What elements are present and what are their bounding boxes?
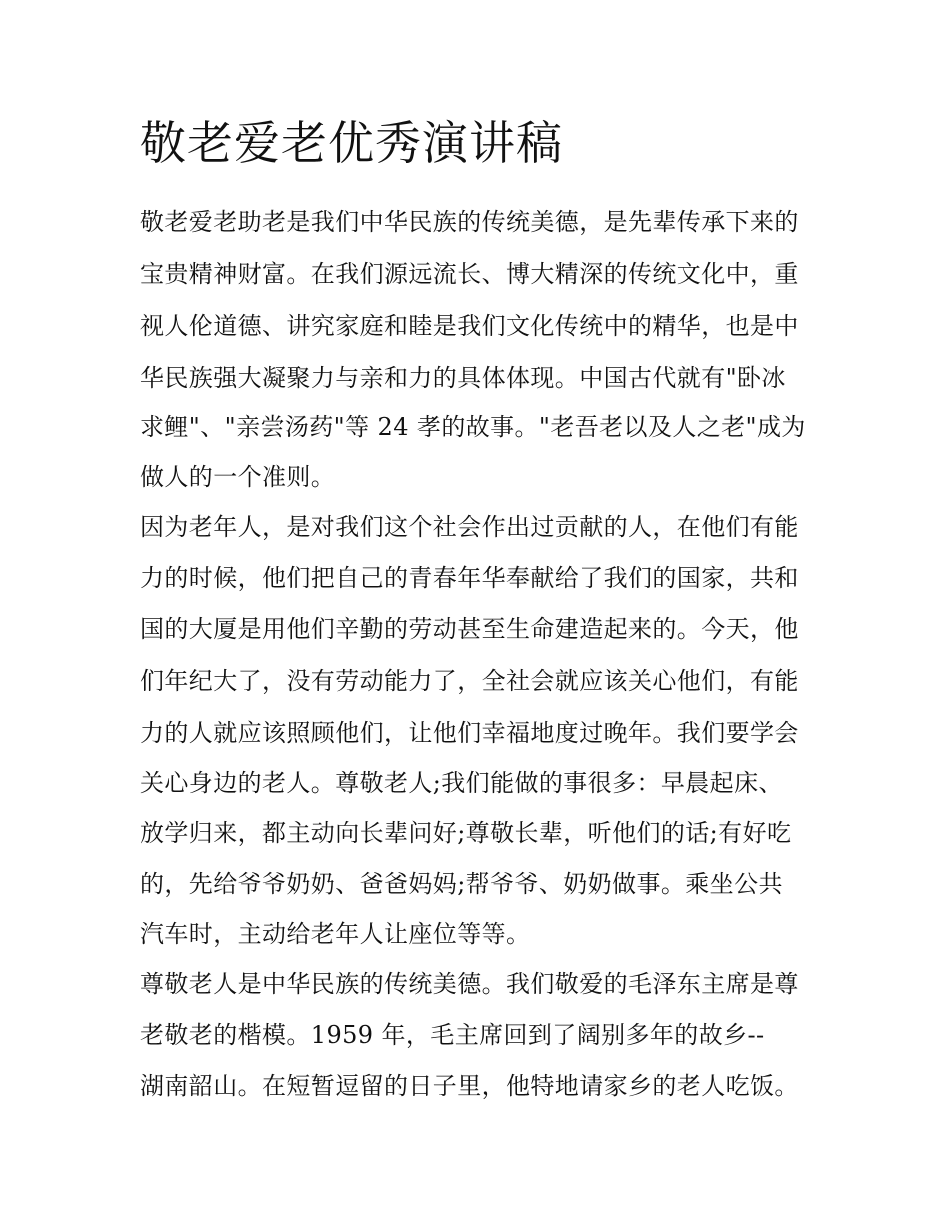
text-line: 放学归来，都主动向长辈问好;尊敬长辈，听他们的话;有好吃 xyxy=(140,819,792,847)
text-line: 华民族强大凝聚力与亲和力的具体体现。中国古代就有"卧冰 xyxy=(140,364,786,392)
text-line: 求鲤"、"亲尝汤药"等 24 孝的故事。"老吾老以及人之老"成为 xyxy=(140,413,806,441)
text-line: 做人的一个准则。 xyxy=(140,463,336,491)
text-line: 们年纪大了，没有劳动能力了，全社会就应该关心他们，有能 xyxy=(140,667,799,695)
text-line: 因为老年人，是对我们这个社会作出过贡献的人，在他们有能 xyxy=(140,513,799,541)
text-line: 湖南韶山。在短暂逗留的日子里，他特地请家乡的老人吃饭。 xyxy=(140,1072,799,1100)
text-line: 尊敬老人是中华民族的传统美德。我们敬爱的毛泽东主席是尊 xyxy=(140,970,799,998)
text-line: 敬老爱老助老是我们中华民族的传统美德，是先辈传承下来的 xyxy=(140,208,799,236)
text-line: 关心身边的老人。尊敬老人;我们能做的事很多：早晨起床、 xyxy=(140,769,783,797)
text-line: 汽车时，主动给老年人让座位等等。 xyxy=(140,920,531,948)
text-line: 的，先给爷爷奶奶、爸爸妈妈;帮爷爷、奶奶做事。乘坐公共 xyxy=(140,870,783,898)
text-line: 老敬老的楷模。1959 年，毛主席回到了阔别多年的故乡-- xyxy=(140,1021,765,1049)
text-line: 视人伦道德、讲究家庭和睦是我们文化传统中的精华，也是中 xyxy=(140,312,799,340)
document-title: 敬老爱老优秀演讲稿 xyxy=(140,116,563,170)
text-line: 力的人就应该照顾他们，让他们幸福地度过晚年。我们要学会 xyxy=(140,719,799,747)
text-line: 宝贵精神财富。在我们源远流长、博大精深的传统文化中，重 xyxy=(140,260,799,288)
text-line: 国的大厦是用他们辛勤的劳动甚至生命建造起来的。今天，他 xyxy=(140,615,799,643)
text-line: 力的时候，他们把自己的青春年华奉献给了我们的国家，共和 xyxy=(140,564,799,592)
